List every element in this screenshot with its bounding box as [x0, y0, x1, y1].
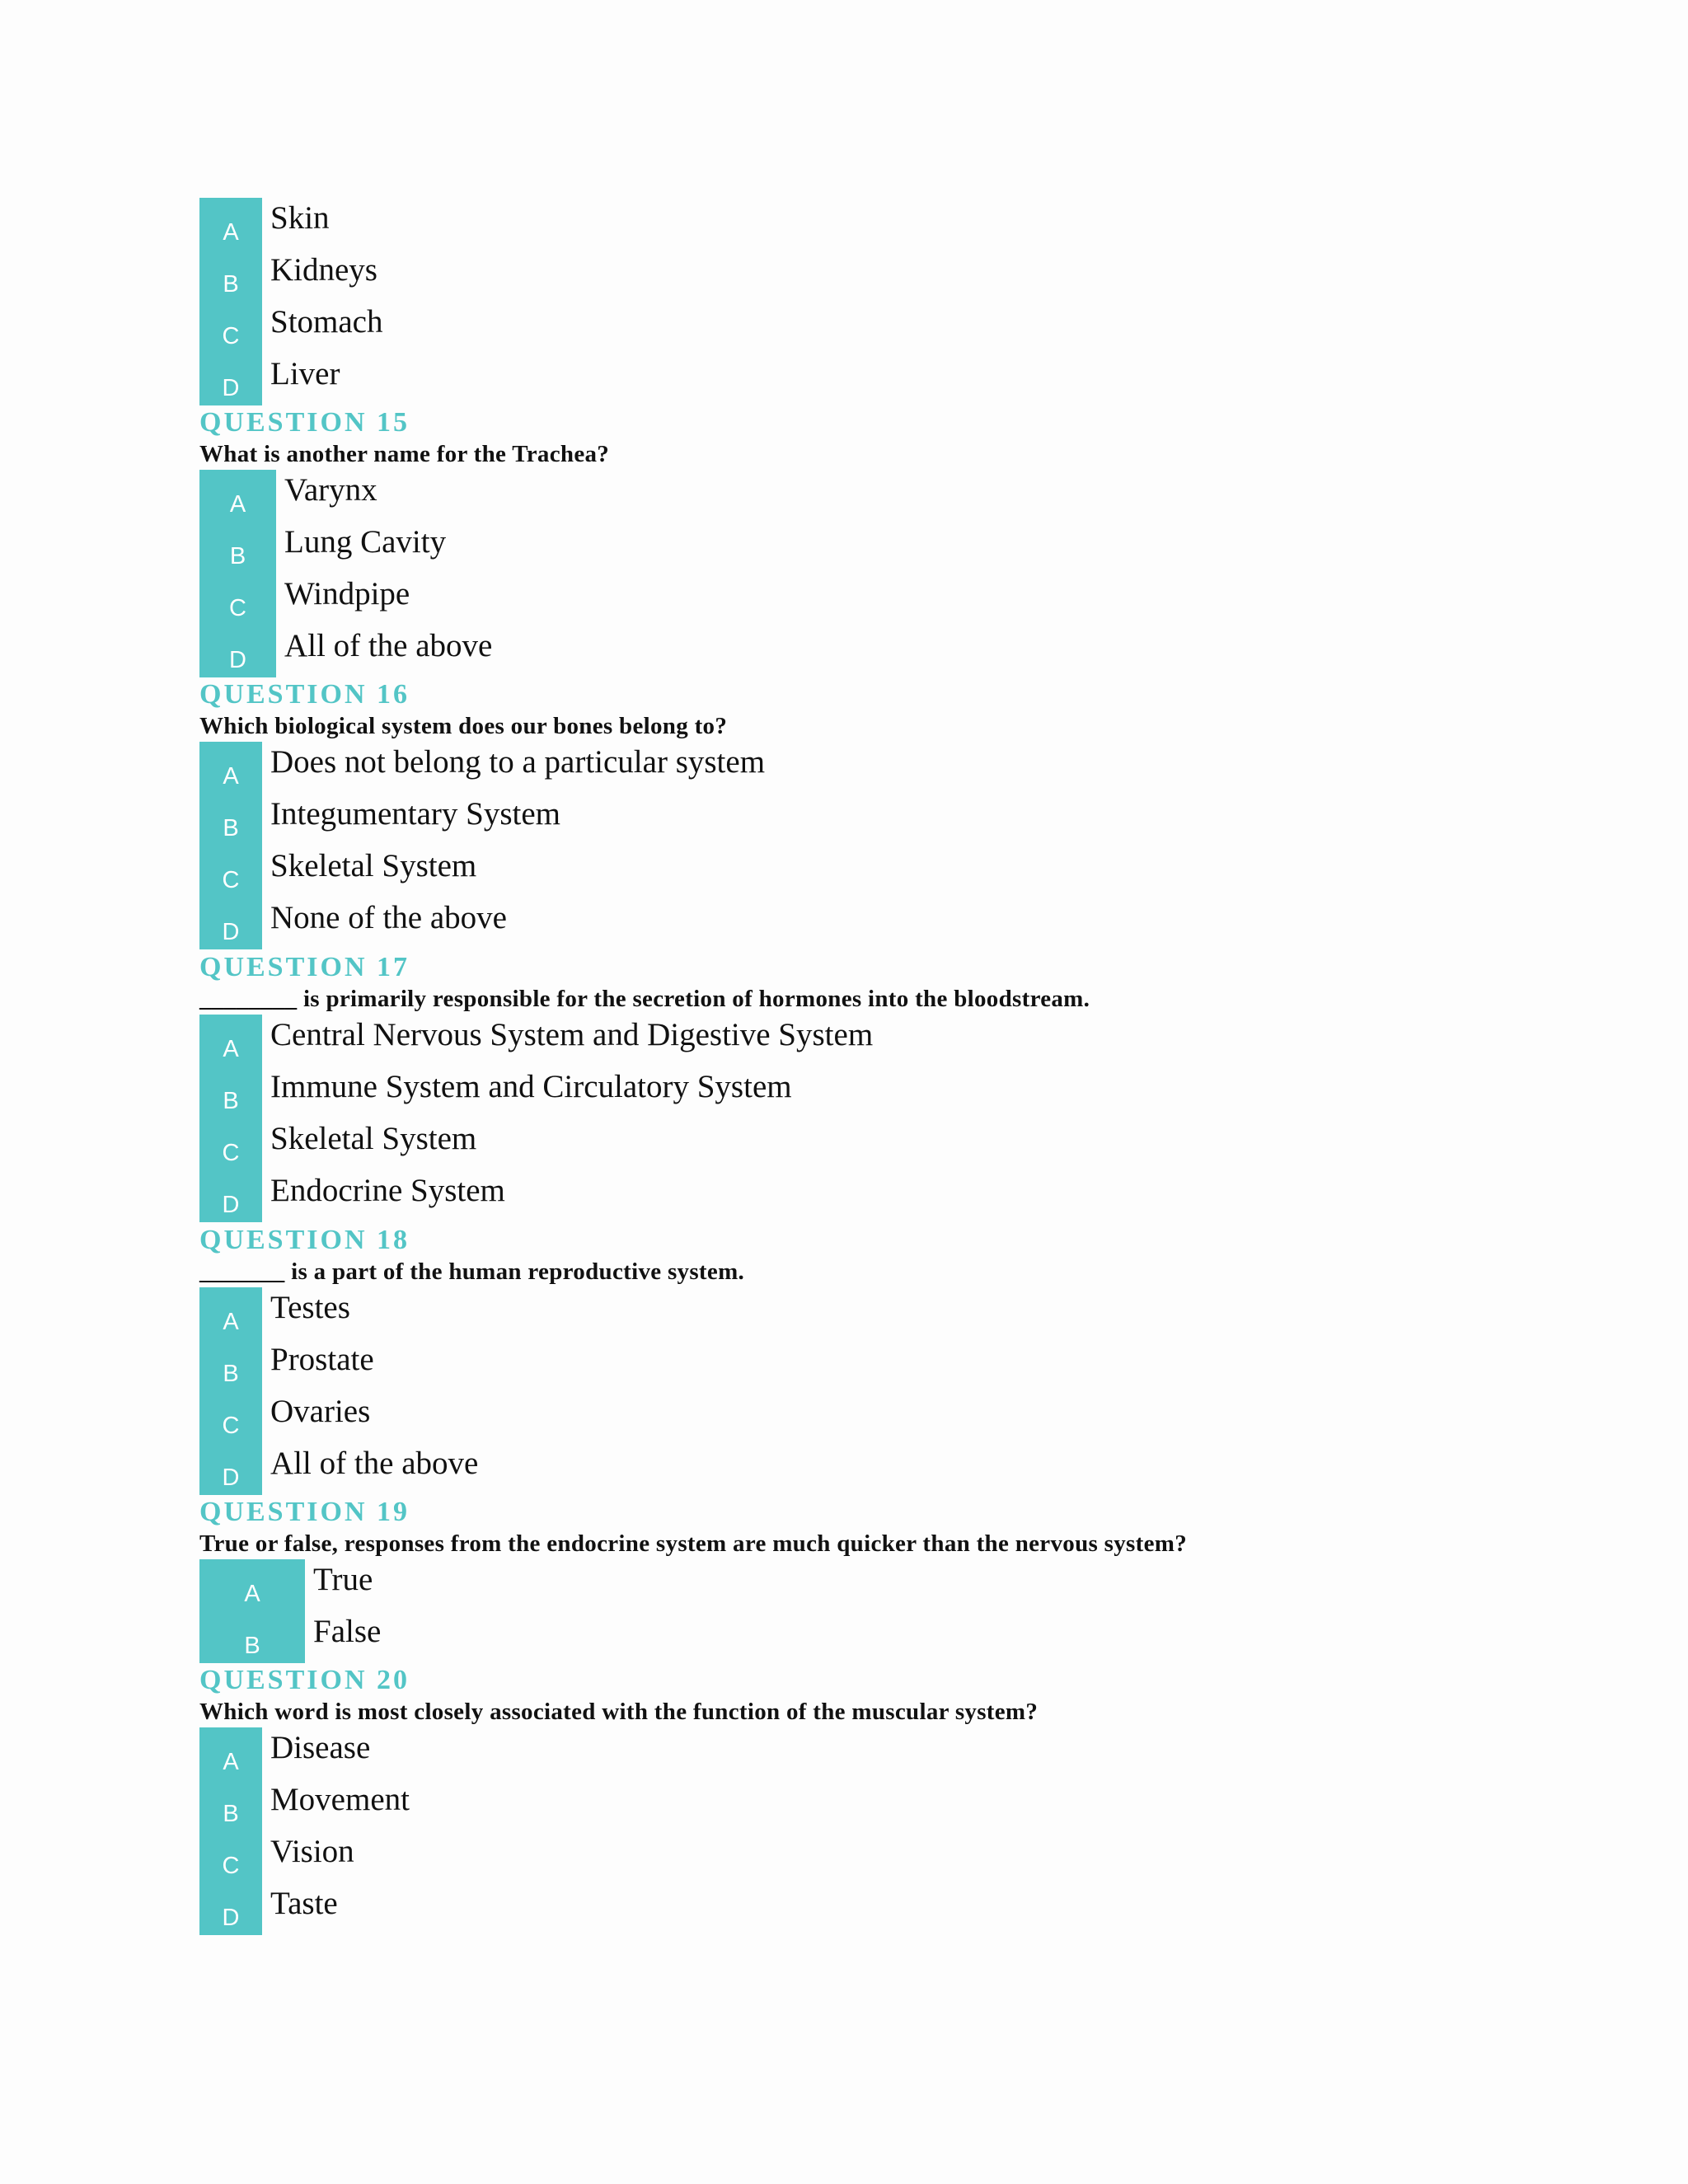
options-group [199, 1287, 744, 1495]
option-letter: A [223, 1309, 239, 1335]
question-heading: QUESTION 18 [199, 1225, 410, 1255]
options-group [199, 470, 609, 677]
option-letters-column [199, 1727, 262, 1935]
option-letter: A [223, 1749, 239, 1775]
option-letter: D [222, 919, 240, 945]
option-letters-column [199, 198, 262, 405]
option-label: Ovaries [270, 1394, 371, 1429]
option-labels-column [262, 198, 382, 405]
options-group [199, 1015, 1090, 1222]
option-label: Vision [270, 1834, 354, 1869]
option-labels-column [262, 1287, 478, 1495]
question-17 [199, 952, 1090, 1222]
option-label: Lung Cavity [284, 524, 447, 560]
option-letter: D [222, 1192, 240, 1218]
question-heading: QUESTION 19 [199, 1497, 410, 1527]
option-label: Movement [270, 1782, 410, 1817]
option-letter: A [223, 1036, 239, 1062]
question-heading: QUESTION 20 [199, 1665, 410, 1695]
option-label: Liver [270, 356, 340, 391]
option-letters-column [199, 470, 276, 677]
option-letter: C [222, 867, 240, 893]
option-label: Testes [270, 1290, 350, 1325]
option-letters-column [199, 1015, 262, 1222]
option-label: Skin [270, 200, 330, 236]
option-letter: C [222, 1853, 240, 1879]
option-letter: A [223, 219, 239, 246]
option-letter: D [222, 375, 240, 401]
option-letter: C [229, 595, 246, 621]
question-text: Which biological system does our bones belong to? [199, 713, 728, 739]
option-label: Immune System and Circulatory System [270, 1069, 792, 1104]
options-group [199, 1559, 1187, 1663]
question-text: Which word is most closely associated with the function of the muscular system? [199, 1699, 1039, 1725]
option-letters-column [199, 1559, 305, 1663]
option-label: All of the above [270, 1446, 479, 1481]
question-text: _______ is a part of the human reproductive system. [199, 1258, 745, 1285]
option-letter: D [222, 1905, 240, 1931]
option-labels-column [276, 470, 492, 677]
option-letter: B [244, 1633, 260, 1659]
option-letter: C [222, 1413, 240, 1439]
option-label: Skeletal System [270, 848, 477, 883]
option-label: Taste [270, 1886, 338, 1921]
option-letter: B [223, 815, 239, 841]
option-letter: A [229, 491, 246, 518]
options-group [199, 742, 765, 949]
option-label: Windpipe [284, 576, 410, 612]
question-text: True or false, responses from the endocrine system are much quicker than the nervous system? [199, 1530, 1187, 1557]
option-labels-column [262, 742, 765, 949]
question-20 [199, 1665, 1038, 1935]
option-letter: B [223, 1361, 239, 1387]
option-letters-column [199, 742, 262, 949]
option-label: Disease [270, 1730, 371, 1765]
question-heading: QUESTION 17 [199, 952, 410, 982]
option-label: Does not belong to a particular system [270, 744, 766, 780]
option-label: Central Nervous System and Digestive System [270, 1017, 874, 1052]
option-letter: C [222, 1140, 240, 1166]
question-heading: QUESTION 15 [199, 407, 410, 438]
option-letter: B [223, 1088, 239, 1114]
options-group [199, 198, 382, 405]
option-letter: A [223, 763, 239, 790]
option-letter: C [222, 323, 240, 349]
option-letter: B [223, 271, 239, 298]
option-label: True [313, 1562, 373, 1597]
question-text: What is another name for the Trachea? [199, 441, 610, 467]
option-label: Endocrine System [270, 1173, 505, 1208]
options-group [199, 1727, 1038, 1935]
option-labels-column [262, 1727, 410, 1935]
option-label: False [313, 1614, 382, 1649]
option-letter: D [229, 647, 246, 673]
question-15 [199, 407, 609, 677]
option-label: Prostate [270, 1342, 374, 1377]
option-label: All of the above [284, 628, 493, 663]
option-letters-column [199, 1287, 262, 1495]
option-letter: D [222, 1465, 240, 1491]
option-label: Stomach [270, 304, 383, 340]
question-heading: QUESTION 16 [199, 679, 410, 710]
option-letter: B [223, 1801, 239, 1827]
option-label: Varynx [284, 472, 377, 508]
question-18 [199, 1225, 744, 1495]
option-label: None of the above [270, 900, 507, 935]
option-labels-column [305, 1559, 381, 1663]
question-14-continued [199, 198, 382, 405]
option-label: Skeletal System [270, 1121, 477, 1156]
option-label: Integumentary System [270, 796, 561, 832]
option-labels-column [262, 1015, 873, 1222]
option-label: Kidneys [270, 252, 377, 288]
option-letter: B [229, 543, 246, 569]
question-text: ________ is primarily responsible for the secretion of hormones into the bloodstream. [199, 986, 1090, 1012]
question-16 [199, 679, 765, 949]
question-19 [199, 1497, 1187, 1663]
option-letter: A [244, 1581, 260, 1607]
